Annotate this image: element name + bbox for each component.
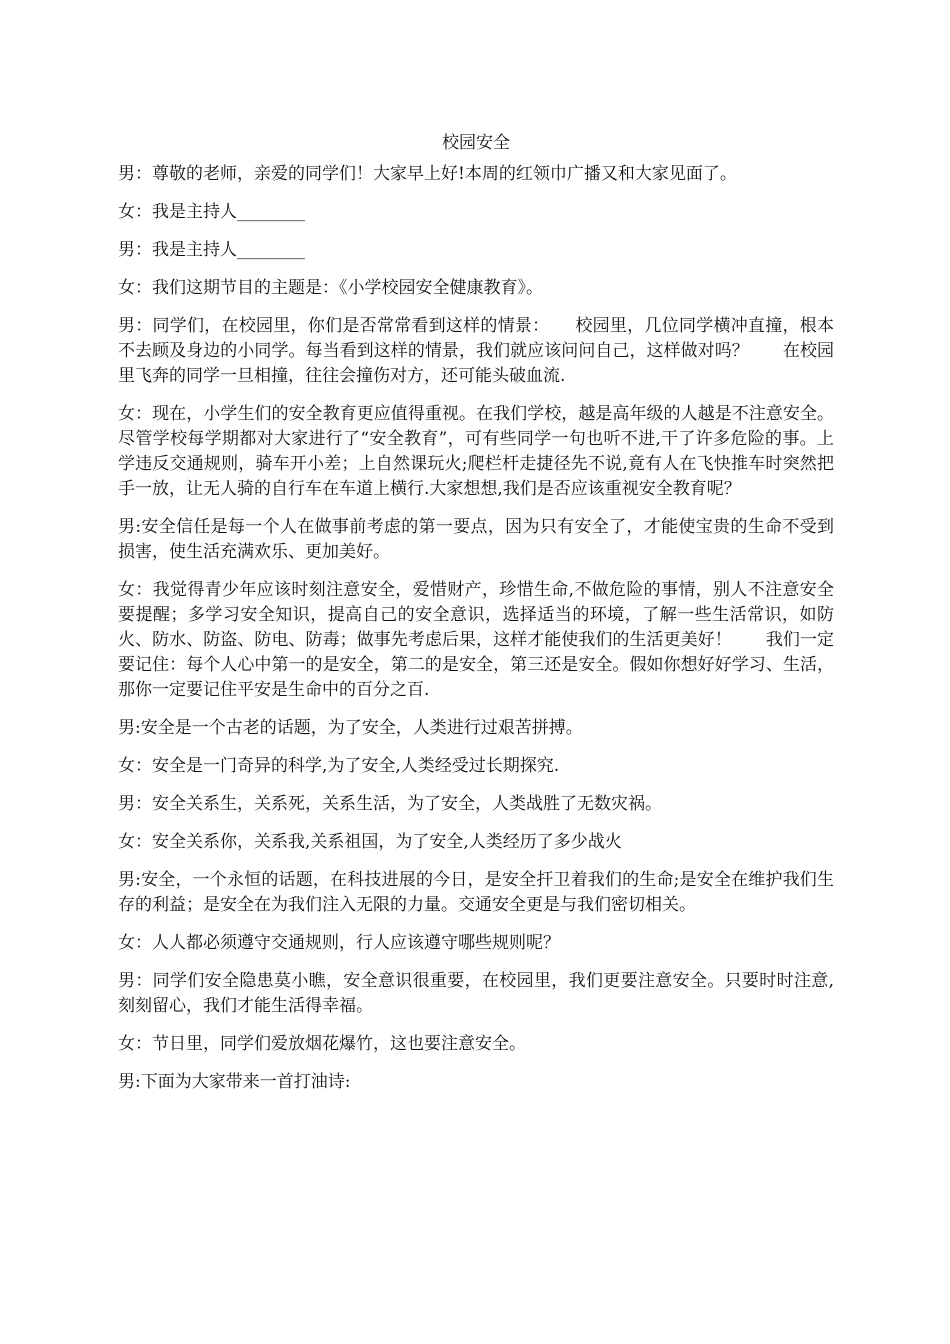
paragraph: 男：安全关系生，关系死，关系生活，为了安全，人类战胜了无数灾祸。: [118, 794, 662, 814]
paragraph: 女：我们这期节目的主题是：《小学校园安全健康教育》。: [118, 278, 543, 298]
paragraph: 男：同学们安全隐患莫小瞧，安全意识很重要，在校园里，我们更要注意安全。只要时时注意,刻刻留心，我们才能生活得幸福。: [118, 971, 834, 1016]
paragraph: 女：节日里，同学们爱放烟花爆竹，这也要注意安全。: [118, 1034, 526, 1054]
paragraph: 女：我觉得青少年应该时刻注意安全，爱惜财产，珍惜生命,不做危险的事情，别人不注意安全要提醒；多学习安全知识，提高自己的安全意识，选择适当的环境，了解一些生活常识，如防火、防水、防盗、防电、防毒；做事先考虑后果，这样才能使我们的生活更美好！ 我们一定要记住：每个人心中第一的是安全，第二的是安全，第三还是安全。假如你想好好学习、生活，那你一定要记住平安是生命中的百分之百.: [118, 580, 834, 700]
paragraph: 女：人人都必须遵守交通规则，行人应该遵守哪些规则呢？: [118, 933, 560, 953]
paragraph: 男：我是主持人________: [118, 240, 305, 260]
paragraph: 男:安全，一个永恒的话题，在科技进展的今日，是安全扞卫着我们的生命;是安全在维护我们生存的利益；是安全在为我们注入无限的力量。交通安全更是与我们密切相关。: [118, 870, 834, 915]
paragraph: 男:安全信任是每一个人在做事前考虑的第一要点，因为只有安全了，才能使宝贵的生命不受到损害，使生活充满欢乐、更加美好。: [118, 517, 834, 562]
paragraph: 男：尊敬的老师，亲爱的同学们！大家早上好!本周的红领巾广播又和大家见面了。: [118, 164, 737, 184]
paragraph: 女：安全关系你，关系我,关系祖国，为了安全,人类经历了多少战火: [118, 832, 622, 852]
document-page: [118, 130, 834, 1108]
paragraph: 男:安全是一个古老的话题，为了安全，人类进行过艰苦拼搏。: [118, 718, 583, 738]
paragraph: 男：同学们，在校园里，你们是否常常看到这样的情景： 校园里，几位同学横冲直撞，根本不去顾及身边的小同学。每当看到这样的情景，我们就应该问问自己，这样做对吗？ 在校园里飞奔的同学一旦相撞，往往会撞伤对方，还可能头破血流.: [118, 316, 834, 386]
paragraph: 男:下面为大家带来一首打油诗:: [118, 1072, 351, 1092]
paragraph: 女：安全是一门奇异的科学,为了安全,人类经受过长期探究.: [118, 756, 560, 776]
paragraph: 女：我是主持人________: [118, 202, 305, 222]
document-title: 校园安全: [442, 133, 510, 153]
paragraph: 女：现在，小学生们的安全教育更应值得重视。在我们学校，越是高年级的人越是不注意安全。尽管学校每学期都对大家进行了“安全教育”，可有些同学一句也听不进,干了许多危险的事。上学违反交通规则，骑车开小差；上自然课玩火;爬栏杆走捷径先不说,竟有人在飞快推车时突然把手一放，让无人骑的自行车在车道上横行.大家想想,我们是否应该重视安全教育呢？: [118, 404, 834, 499]
